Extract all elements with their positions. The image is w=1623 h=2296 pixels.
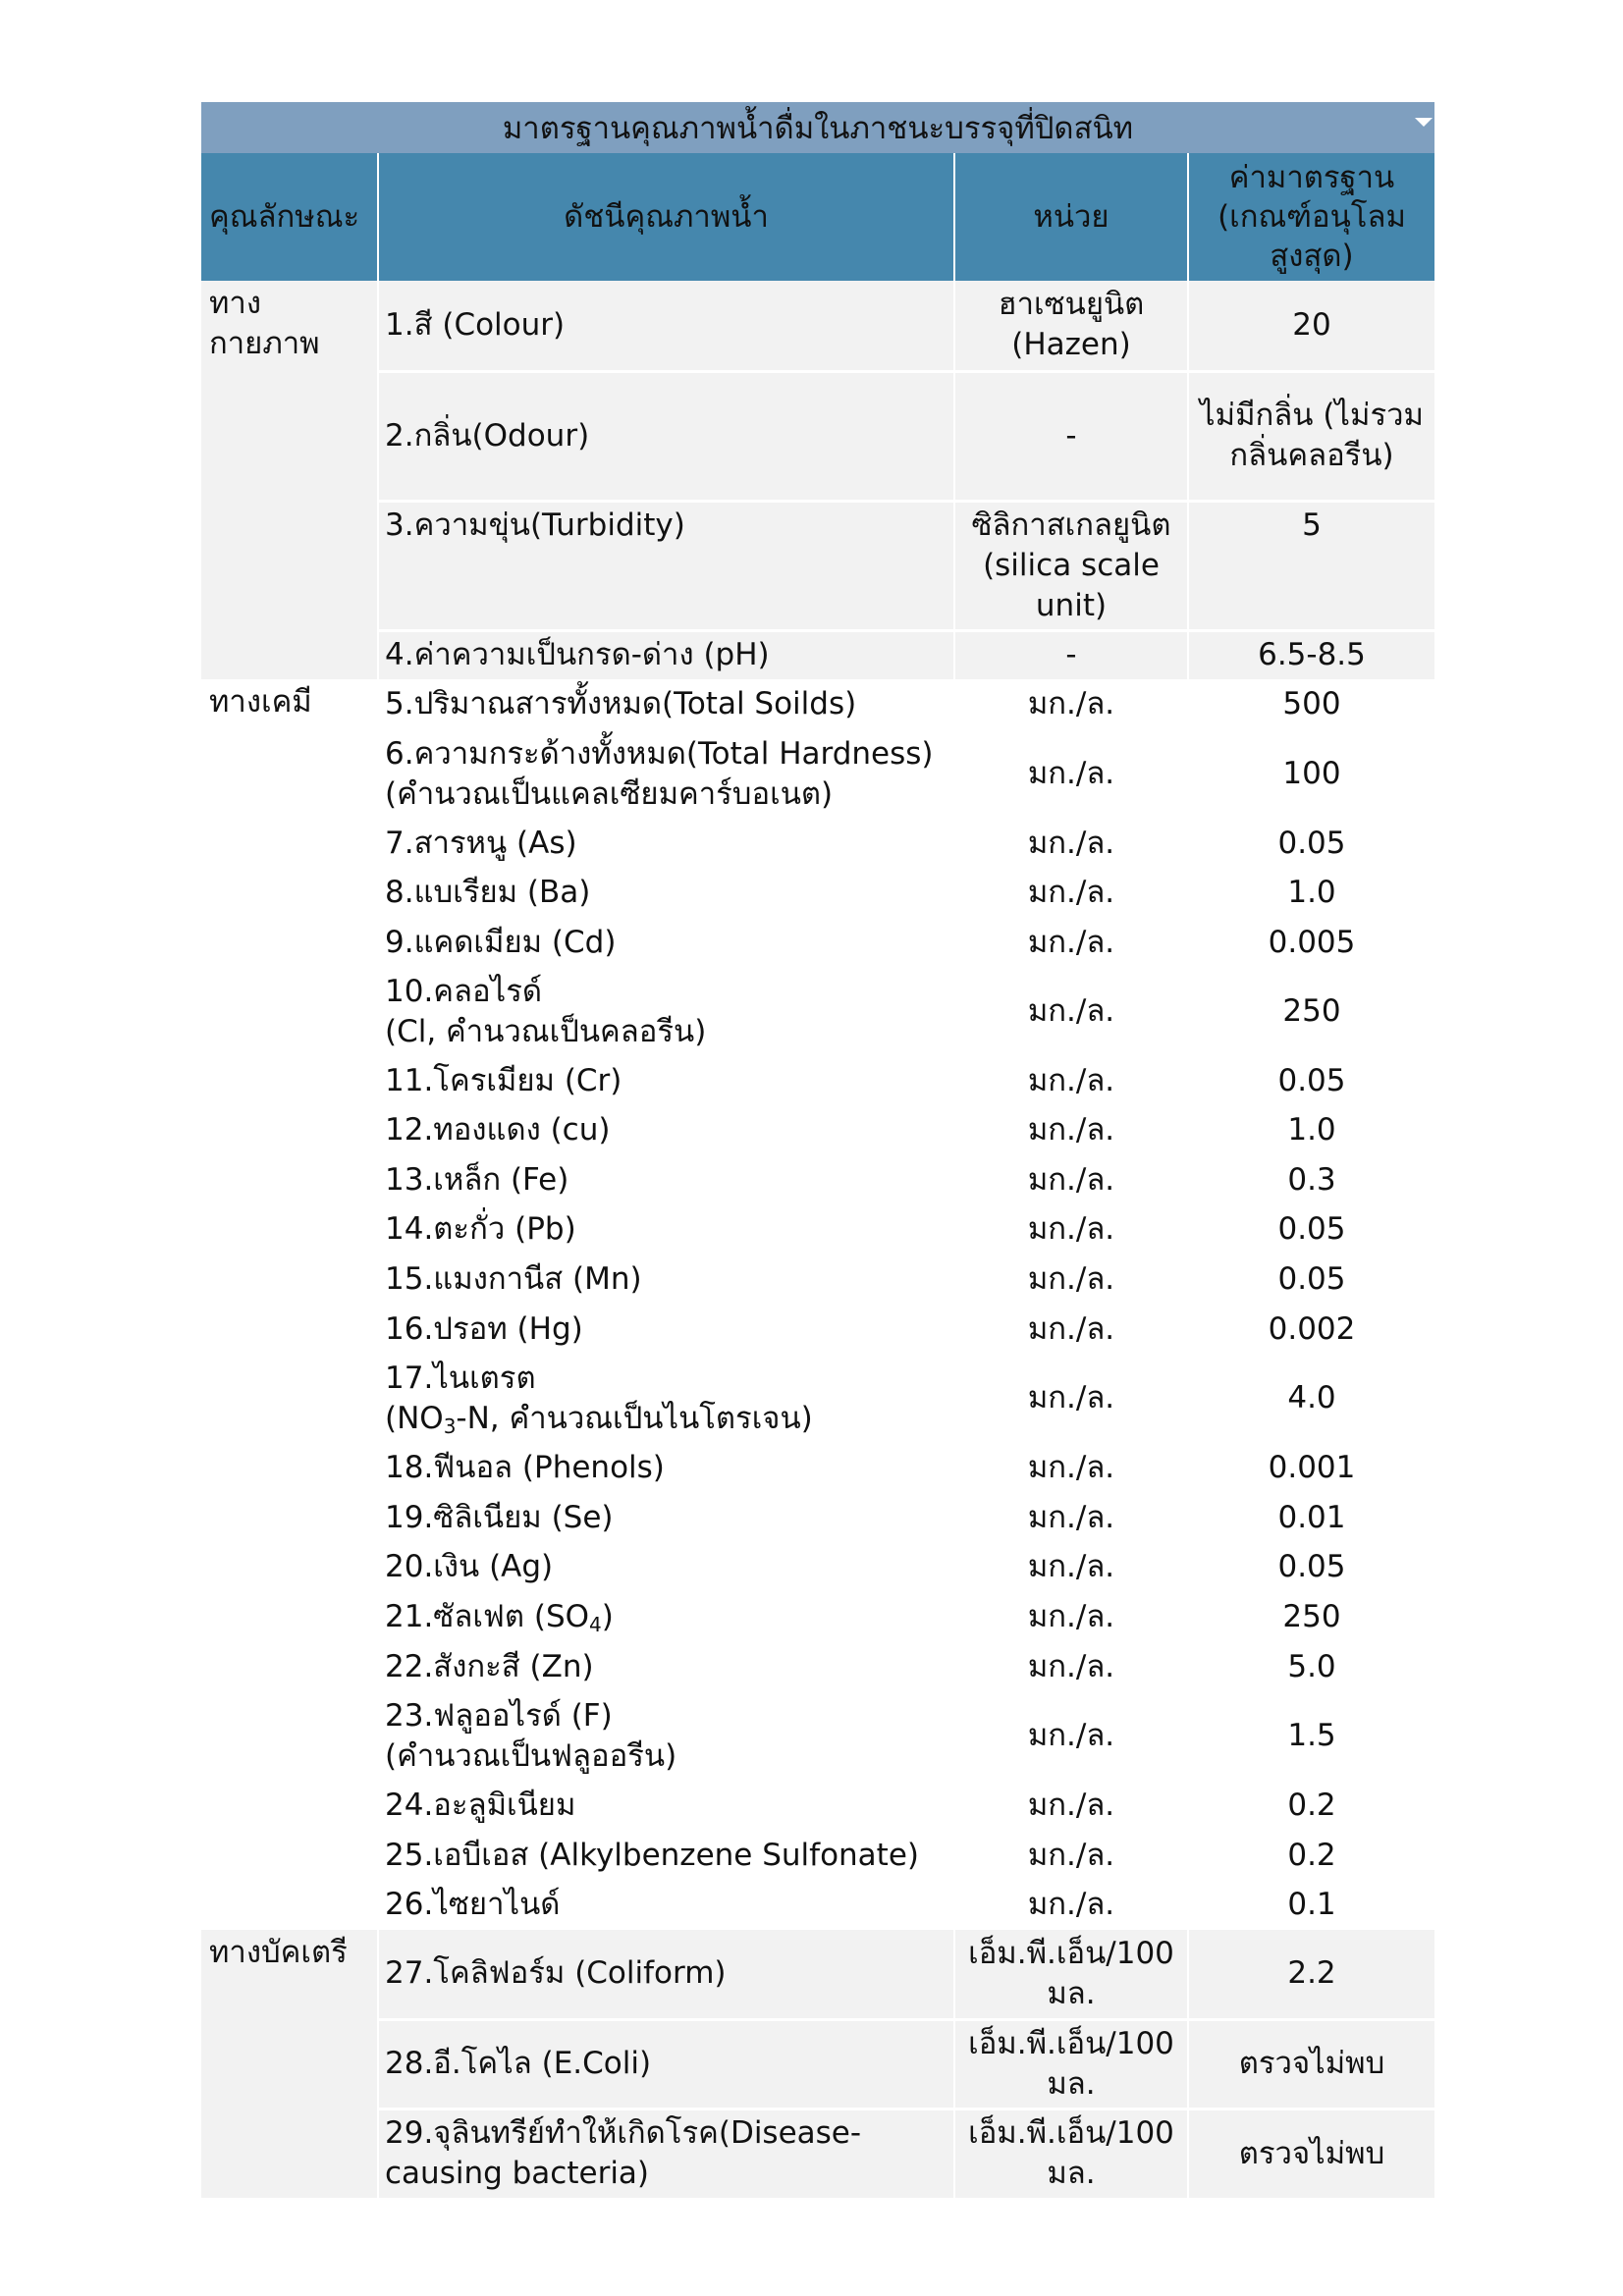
standard-cell: 5 [1188,501,1434,630]
table-row [201,918,1434,967]
table-row [201,1255,1434,1305]
category-chemical: ทางเคมี [201,679,378,1930]
table-row [201,1930,1434,2019]
index-cell: 2.กลิ่น(Odour) [378,371,954,501]
standard-cell: 0.2 [1188,1781,1434,1831]
unit-cell: มก./ล. [954,1204,1188,1255]
table-title-text: มาตรฐานคุณภาพน้ำดื่มในภาชนะบรรจุที่ปิดสนิท [502,111,1134,146]
unit-cell: มก./ล. [954,1305,1188,1354]
standard-cell: 250 [1188,967,1434,1056]
unit-cell: ซิลิกาสเกลยูนิต (silica scale unit) [954,501,1188,630]
standard-cell: 0.01 [1188,1493,1434,1542]
standard-cell: 4.0 [1188,1354,1434,1443]
table-row [201,967,1434,1056]
table-row [201,679,1434,729]
index-line2: (คำนวณเป็นแคลเซียมคาร์บอเนต) [385,775,834,812]
index-line1: 23.ฟลูออไรด์ (F) [385,1697,613,1734]
index-cell: 11.โครเมียม (Cr) [378,1056,954,1105]
unit-cell: มก./ล. [954,1105,1188,1155]
unit-cell: - [954,371,1188,501]
standard-cell: 0.3 [1188,1155,1434,1204]
unit-cell: - [954,630,1188,679]
standard-cell: 0.05 [1188,1056,1434,1105]
table-row [201,1493,1434,1542]
table-row [201,501,1434,630]
index-pre: 21.ซัลเฟต (SO [385,1599,590,1634]
unit-cell: มก./ล. [954,1542,1188,1592]
index-line1: 10.คลอไรด์ [385,973,543,1009]
index-cell: 29.จุลินทรีย์ทำให้เกิดโรค(Disease-causing bacteria) [378,2109,954,2198]
index-cell: 26.ไซยาไนด์ [378,1880,954,1930]
standard-cell: 2.2 [1188,1930,1434,2019]
unit-cell: มก./ล. [954,868,1188,918]
standard-cell: 6.5-8.5 [1188,630,1434,679]
table-row [201,868,1434,918]
index-cell: 19.ซิลิเนียม (Se) [378,1493,954,1542]
unit-cell: มก./ล. [954,1354,1188,1443]
header-index: ดัชนีคุณภาพน้ำ [378,153,954,281]
index-cell: 9.แคดเมียม (Cd) [378,918,954,967]
index-cell: 4.ค่าความเป็นกรด-ด่าง (pH) [378,630,954,679]
unit-cell: มก./ล. [954,1781,1188,1831]
standard-cell: 0.001 [1188,1443,1434,1493]
group-physical [201,281,1434,679]
table-row [201,1781,1434,1831]
standard-cell: ตรวจไม่พบ [1188,2109,1434,2198]
table-row [201,1831,1434,1880]
group-bacterial [201,1930,1434,2198]
index-cell: 18.ฟีนอล (Phenols) [378,1443,954,1493]
table-row [201,1155,1434,1204]
water-quality-table [201,153,1434,2198]
table-row [201,1592,1434,1642]
index-cell [378,967,954,1056]
table-row [201,1443,1434,1493]
unit-cell: มก./ล. [954,1493,1188,1542]
index-post: ) [601,1599,614,1634]
index-line2: (คำนวณเป็นฟลูออรีน) [385,1737,677,1774]
standard-cell: 0.1 [1188,1880,1434,1930]
unit-cell: มก./ล. [954,729,1188,819]
table-row [201,2109,1434,2198]
standard-cell: 0.2 [1188,1831,1434,1880]
index-cell: 8.แบเรียม (Ba) [378,868,954,918]
unit-cell: เอ็ม.พี.เอ็น/100 มล. [954,2109,1188,2198]
index-cell: 15.แมงกานีส (Mn) [378,1255,954,1305]
index-cell: 28.อี.โคไล (E.Coli) [378,2019,954,2109]
unit-cell: มก./ล. [954,918,1188,967]
unit-cell: มก./ล. [954,1056,1188,1105]
header-category: คุณลักษณะ [201,153,378,281]
table-row [201,630,1434,679]
index-cell [378,1354,954,1443]
index-line2-post: -N, คำนวณเป็นไนโตรเจน) [456,1400,813,1436]
standard-cell: 250 [1188,1592,1434,1642]
unit-cell: มก./ล. [954,1255,1188,1305]
index-cell: 14.ตะกั่ว (Pb) [378,1204,954,1255]
unit-cell: มก./ล. [954,1155,1188,1204]
table-row [201,819,1434,868]
standard-cell: 0.05 [1188,1255,1434,1305]
table-row [201,1880,1434,1930]
table-row [201,1056,1434,1105]
standard-cell: 1.0 [1188,868,1434,918]
index-cell [378,1691,954,1781]
table-title [201,102,1434,153]
table-row [201,2019,1434,2109]
unit-cell: มก./ล. [954,1443,1188,1493]
unit-cell: มก./ล. [954,819,1188,868]
table-row [201,371,1434,501]
unit-cell: มก./ล. [954,1642,1188,1691]
index-line2: (Cl, คำนวณเป็นคลอรีน) [385,1013,707,1049]
header-unit: หน่วย [954,153,1188,281]
unit-cell: มก./ล. [954,967,1188,1056]
index-cell: 20.เงิน (Ag) [378,1542,954,1592]
table-row [201,1691,1434,1781]
unit-cell: มก./ล. [954,1880,1188,1930]
index-cell: 5.ปริมาณสารทั้งหมด(Total Soilds) [378,679,954,729]
index-cell: 3.ความขุ่น(Turbidity) [378,501,954,630]
index-cell: 27.โคลิฟอร์ม (Coliform) [378,1930,954,2019]
table-row [201,1542,1434,1592]
standard-cell: 1.0 [1188,1105,1434,1155]
unit-cell: มก./ล. [954,1592,1188,1642]
index-cell [378,729,954,819]
corner-triangle-icon [1415,118,1433,127]
index-cell: 7.สารหนู (As) [378,819,954,868]
header-row [201,153,1434,281]
unit-cell: ฮาเซนยูนิต (Hazen) [954,281,1188,371]
unit-cell: มก./ล. [954,1831,1188,1880]
table-row [201,1204,1434,1255]
standard-cell: 500 [1188,679,1434,729]
standard-cell: 0.05 [1188,819,1434,868]
group-chemical [201,679,1434,1930]
table-row [201,1642,1434,1691]
category-bacterial: ทางบัคเตรี [201,1930,378,2198]
index-cell: 25.เอบีเอส (Alkylbenzene Sulfonate) [378,1831,954,1880]
standard-cell: 1.5 [1188,1691,1434,1781]
standard-cell: 0.005 [1188,918,1434,967]
standard-cell: ตรวจไม่พบ [1188,2019,1434,2109]
unit-cell: มก./ล. [954,679,1188,729]
standard-cell: 0.002 [1188,1305,1434,1354]
category-physical: ทาง กายภาพ [201,281,378,679]
header-standard: ค่ามาตรฐาน (เกณฑ์อนุโลมสูงสุด) [1188,153,1434,281]
table-row [201,281,1434,371]
standard-cell: ไม่มีกลิ่น (ไม่รวมกลิ่นคลอรีน) [1188,371,1434,501]
standard-cell: 20 [1188,281,1434,371]
table-row [201,1354,1434,1443]
index-cell: 1.สี (Colour) [378,281,954,371]
standard-cell: 5.0 [1188,1642,1434,1691]
standard-cell: 100 [1188,729,1434,819]
standard-cell: 0.05 [1188,1542,1434,1592]
unit-cell: มก./ล. [954,1691,1188,1781]
standards-sheet [201,102,1434,2198]
index-cell: 22.สังกะสี (Zn) [378,1642,954,1691]
index-cell: 24.อะลูมิเนียม [378,1781,954,1831]
subscript-3: 3 [443,1414,457,1438]
unit-cell: เอ็ม.พี.เอ็น/100 มล. [954,1930,1188,2019]
index-line2-pre: (NO [385,1400,444,1436]
subscript-4: 4 [589,1613,602,1636]
table-row [201,1305,1434,1354]
index-line1: 17.ไนเตรต [385,1360,536,1396]
index-line1: 6.ความกระด้างทั้งหมด(Total Hardness) [385,735,934,772]
table-row [201,729,1434,819]
unit-cell: เอ็ม.พี.เอ็น/100 มล. [954,2019,1188,2109]
table-row [201,1105,1434,1155]
index-cell: 13.เหล็ก (Fe) [378,1155,954,1204]
index-cell [378,1592,954,1642]
standard-cell: 0.05 [1188,1204,1434,1255]
index-cell: 16.ปรอท (Hg) [378,1305,954,1354]
index-cell: 12.ทองแดง (cu) [378,1105,954,1155]
